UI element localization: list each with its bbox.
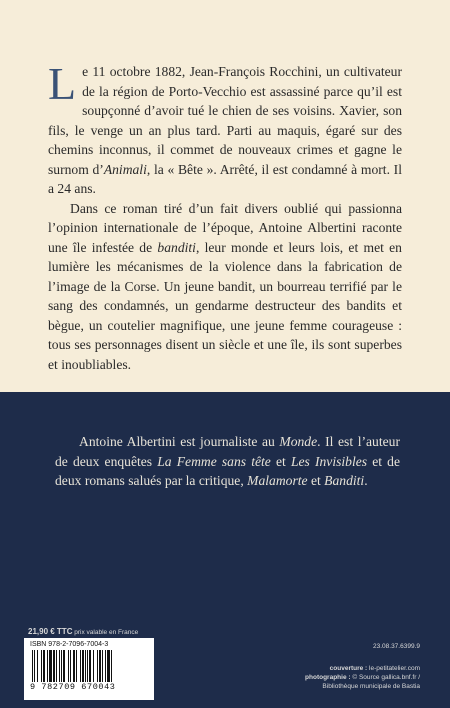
bio-text: Antoine Albertini est journaliste au — [79, 434, 280, 449]
photo-credit-2: Bibliothèque municipale de Bastia — [322, 683, 420, 690]
barcode-bar — [53, 650, 55, 682]
blurb-text: , leur monde et leurs lois, et met en lumière les mécanismes de la violence dans la fabrication de l’image de la Corse. Un jeune bandit, un bourreau terrifié par le sang des condamnés, un gendarme destructeur des bandits et bègue, un coutelier magnifique, une jeune femme courageuse : tous ses personnages disent un siècle et une île, ils sont superbes et inoubliables. — [48, 239, 402, 372]
barcode-bar — [76, 650, 77, 682]
book-blurb — [48, 58, 402, 374]
barcode-bar — [43, 650, 45, 682]
bio-italic: Malamorte — [247, 473, 308, 488]
barcode-digits: 9 782709 670043 — [30, 682, 116, 692]
isbn-text: ISBN 978-2-7096-7004-3 — [30, 641, 109, 648]
bio-text: et — [270, 453, 291, 469]
blurb-text: e 11 octobre 1882, Jean-François Rocchini, un cultivateur de la région de Porto-Vecchio est assassiné parce qu’il est soupçonné d’avoir tué le chien de ses voisins. Xavier, son fils, le venge un an plus tard. Parti au maquis, égaré sur des chemins inconnus, il commet de nouveaux crimes et gagne le surnom d’ — [48, 64, 402, 177]
barcode-bar — [32, 650, 33, 682]
barcode-bar — [37, 650, 38, 682]
photo-credit-label: photographie : — [305, 674, 351, 681]
barcode-bar — [97, 650, 98, 682]
cover-credit-label: couverture : — [329, 665, 368, 672]
barcode-bars — [30, 650, 148, 682]
blurb-italic: Animali — [103, 161, 147, 177]
bio-italic: La Femme sans tête — [157, 453, 271, 469]
bio-italic: Les Invisibles — [290, 453, 368, 469]
cover-credit — [230, 664, 420, 673]
cover-credit-value: le-petitatelier.com — [369, 665, 420, 672]
blurb-text: , la « Bête ». Arrêté, il est condamné à mort. Il a 24 ans. — [48, 161, 402, 196]
barcode-bar — [59, 650, 60, 682]
barcode-bar — [63, 650, 65, 682]
barcode-bar — [34, 650, 35, 682]
barcode-bar — [102, 650, 103, 682]
author-bio — [55, 432, 400, 491]
bio-italic: Monde — [279, 434, 318, 449]
blurb-paragraph-2 — [48, 199, 402, 375]
barcode-bar — [70, 650, 71, 682]
barcode-bar — [73, 650, 75, 682]
barcode-bar — [49, 650, 52, 682]
bio-text: . — [364, 473, 368, 488]
barcode-bar — [41, 650, 42, 682]
barcode-bar — [87, 650, 88, 682]
price-amount: 21,90 € TTC — [28, 627, 73, 636]
price-label — [28, 627, 138, 636]
price-note: prix valable en France — [74, 629, 139, 636]
barcode-bar — [89, 650, 91, 682]
blurb-text: Dans ce roman tiré d’un fait divers oublié qui passionna l’opinion internationale de l’époque, Antoine Albertini raconte une île infestée de — [48, 200, 402, 255]
barcode-bar — [68, 650, 69, 682]
barcode-bar — [80, 650, 81, 682]
barcode-bar — [85, 650, 86, 682]
barcode-bar — [93, 650, 94, 682]
barcode-bar — [56, 650, 57, 682]
photo-credit-value: © Source gallica.bnf.fr / — [352, 674, 420, 681]
barcode — [24, 638, 154, 700]
barcode-bar — [61, 650, 62, 682]
credits — [230, 664, 420, 691]
edition-code: 23.08.37.6399.9 — [373, 643, 420, 650]
bio-text: et de deux romans salués par la critique, — [55, 453, 400, 488]
bio-italic: Banditi — [324, 473, 365, 488]
barcode-bar — [82, 650, 84, 682]
photo-credit — [230, 673, 420, 682]
blurb-italic: banditi — [157, 239, 196, 255]
bio-text: . Il est l’auteur de deux enquêtes — [55, 434, 400, 469]
bio-text: et — [307, 473, 325, 488]
drop-cap: L — [48, 58, 77, 109]
barcode-bar — [111, 650, 112, 682]
barcode-bar — [105, 650, 106, 682]
barcode-bar — [47, 650, 48, 682]
barcode-bar — [99, 650, 101, 682]
barcode-bar — [107, 650, 110, 682]
blurb-paragraph-1 — [48, 58, 402, 199]
